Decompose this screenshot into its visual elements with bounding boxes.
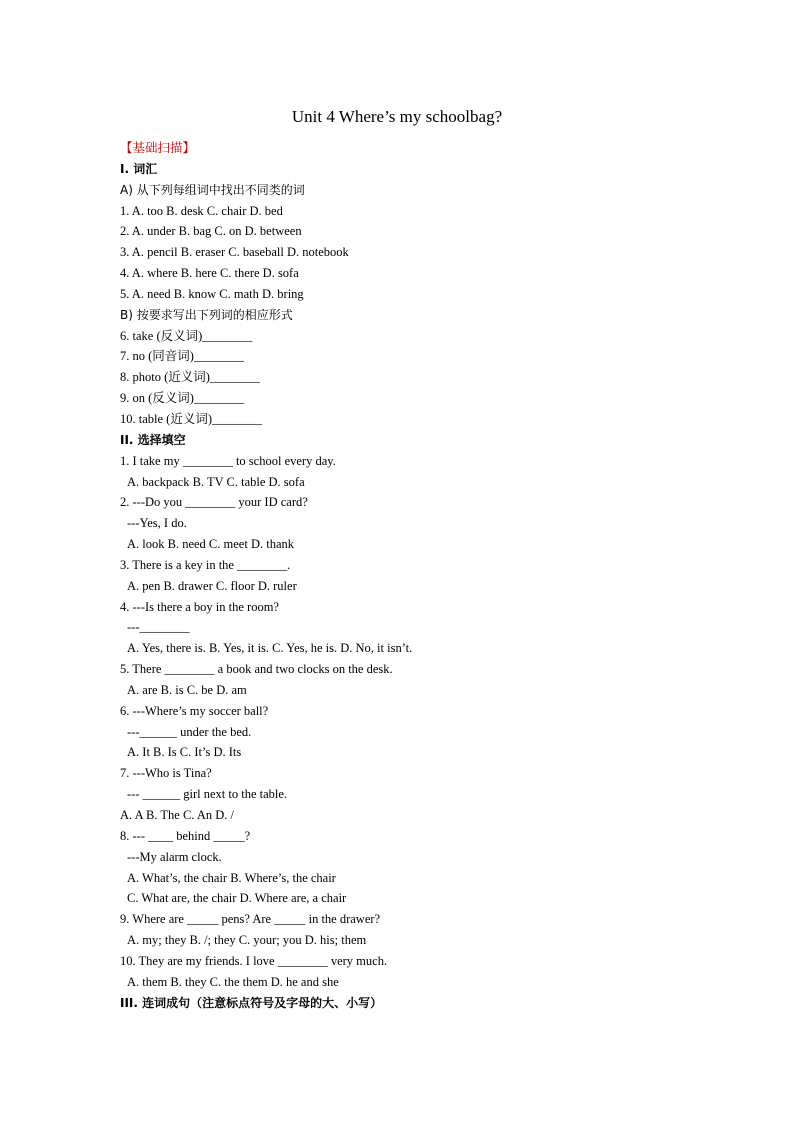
worksheet-line: 1. A. too B. desk C. chair D. bed [120, 203, 283, 218]
worksheet-line: ---My alarm clock. [127, 849, 222, 864]
worksheet-line: B) 按要求写出下列词的相应形式 [120, 307, 293, 322]
section-tag-line [120, 138, 720, 159]
worksheet-line: C. What are, the chair D. Where are, a chair [127, 891, 347, 906]
worksheet-line: --- ______ girl next to the table. [127, 787, 288, 802]
worksheet-line: 10. table (近义词)________ [120, 411, 262, 426]
worksheet-content [120, 138, 720, 1013]
worksheet-line: 1. I take my ________ to school every day. [120, 453, 336, 468]
worksheet-line: A. backpack B. TV C. table D. sofa [127, 474, 305, 489]
worksheet-line: A) 从下列每组词中找出不同类的词 [120, 182, 305, 197]
worksheet-line: ---______ under the bed. [127, 724, 252, 739]
worksheet-line: A. pen B. drawer C. floor D. ruler [127, 578, 297, 593]
worksheet-line: A. Yes, there is. B. Yes, it is. C. Yes, he is. D. No, it isn’t. [127, 641, 413, 656]
worksheet-line: A. What’s, the chair B. Where’s, the chair [127, 870, 336, 885]
worksheet-line: 8. photo (近义词)________ [120, 370, 260, 385]
worksheet-line: A. It B. Is C. It’s D. Its [127, 745, 242, 760]
section-tag: 【基础扫描】 [120, 140, 196, 155]
worksheet-line: 2. ---Do you ________ your ID card? [120, 495, 308, 510]
worksheet-line: 6. take (反义词)________ [120, 328, 253, 343]
worksheet-line: A. my; they B. /; they C. your; you D. his; them [127, 933, 367, 948]
worksheet-line: 2. A. under B. bag C. on D. between [120, 224, 302, 239]
worksheet-line: 6. ---Where’s my soccer ball? [120, 703, 269, 718]
worksheet-line: 9. Where are _____ pens? Are _____ in the drawer? [120, 912, 381, 927]
worksheet-line: 8. --- ____ behind _____? [120, 828, 251, 843]
worksheet-line: II. 选择填空 [120, 432, 186, 447]
worksheet-line: ---________ [127, 620, 190, 635]
worksheet-line: A. them B. they C. the them D. he and she [127, 974, 339, 989]
worksheet-line: A. A B. The C. An D. / [120, 808, 235, 822]
worksheet-line: 10. They are my friends. I love ________ very much. [120, 953, 388, 968]
worksheet-line: III. 连词成句（注意标点符号及字母的大、小写） [120, 995, 383, 1010]
worksheet-line: ---Yes, I do. [127, 516, 187, 531]
worksheet-line: 4. ---Is there a boy in the room? [120, 599, 279, 614]
worksheet-line: A. are B. is C. be D. am [127, 682, 247, 697]
worksheet-line: 4. A. where B. here C. there D. sofa [120, 266, 299, 281]
worksheet-line: A. look B. need C. meet D. thank [127, 537, 294, 552]
worksheet-line: 3. There is a key in the ________. [120, 557, 291, 572]
worksheet-line: 5. A. need B. know C. math D. bring [120, 286, 304, 301]
worksheet-line: 3. A. pencil B. eraser C. baseball D. notebook [120, 245, 349, 260]
page-title: Unit 4 Where’s my schoolbag? [291, 107, 503, 126]
worksheet-line: I. 词汇 [120, 161, 158, 176]
worksheet-lines [120, 159, 720, 1014]
worksheet-line: 7. no (同音词)________ [120, 349, 244, 364]
worksheet-line: 7. ---Who is Tina? [120, 766, 212, 781]
worksheet-line: 9. on (反义词)________ [120, 391, 244, 406]
worksheet-line: 5. There ________ a book and two clocks on the desk. [120, 662, 393, 677]
